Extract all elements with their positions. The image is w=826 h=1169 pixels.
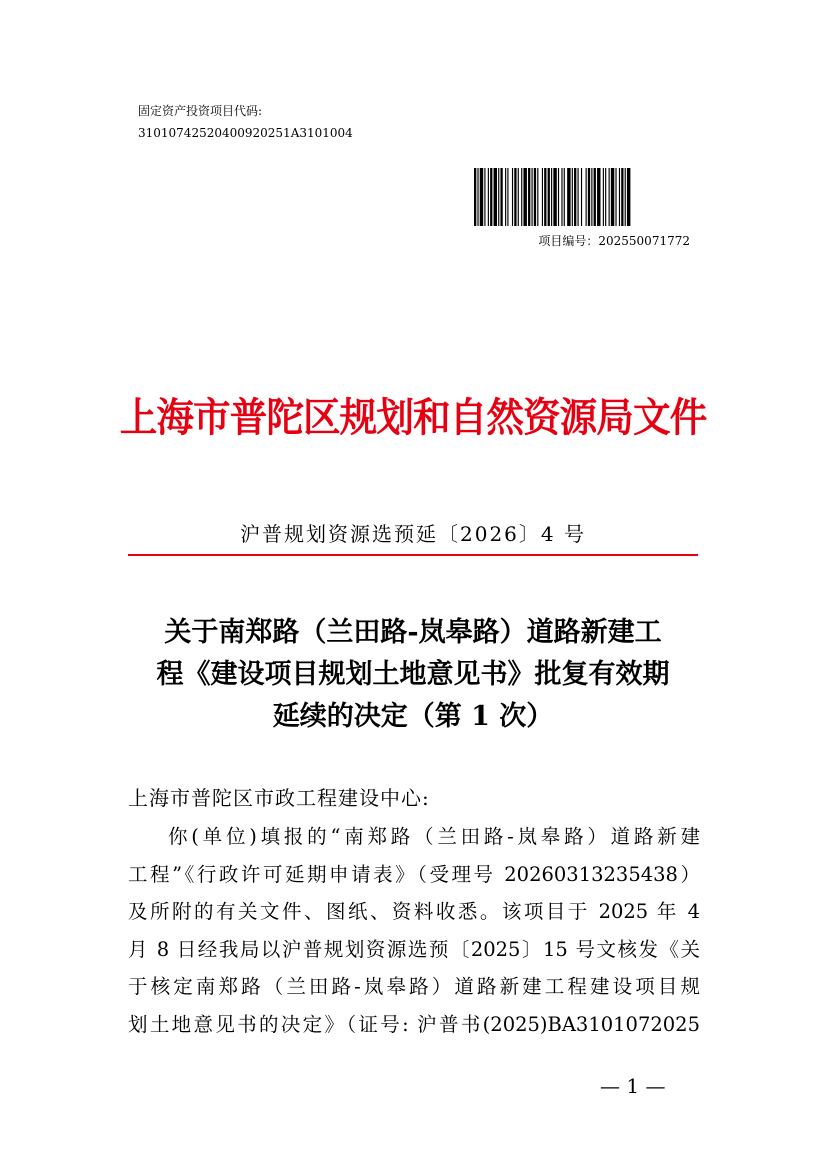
title-line: 程《建设项目规划土地意见书》批复有效期 bbox=[156, 659, 670, 690]
barcode-image bbox=[474, 168, 690, 226]
title-line: 关于南郑路（兰田路-岚皋路）道路新建工 bbox=[164, 617, 662, 648]
document-title bbox=[128, 612, 698, 738]
project-number: 项目编号：202550071772 bbox=[538, 234, 690, 248]
document-number: 沪普规划资源选预延〔2026〕4 号 bbox=[240, 522, 586, 546]
body-line: 划土地意见书的决定》（证号: 沪普书(2025)BA3101072025 bbox=[128, 1012, 700, 1036]
body-line: 月 8 日经我局以沪普规划资源选预〔2025〕15 号文核发《关 bbox=[128, 937, 700, 961]
document-issuer-header: 上海市普陀区规划和自然资源局文件 bbox=[119, 394, 707, 441]
addressee: 上海市普陀区市政工程建设中心: bbox=[128, 786, 430, 810]
body-paragraph bbox=[128, 818, 700, 1043]
page-number: — 1 — bbox=[600, 1074, 666, 1098]
body-line: 工程”《行政许可延期申请表》（受理号 20260313235438） bbox=[128, 862, 700, 886]
body-line: 于核定南郑路（兰田路-岚皋路）道路新建工程建设项目规 bbox=[128, 975, 700, 998]
project-code-value: 31010742520400920251A3101004 bbox=[138, 126, 353, 140]
body-line: 你(单位)填报的“南郑路（兰田路-岚皋路）道路新建 bbox=[168, 825, 700, 848]
project-code-label: 固定资产投资项目代码: bbox=[138, 104, 263, 118]
body-line: 及所附的有关文件、图纸、资料收悉。该项目于 2025 年 4 bbox=[128, 900, 700, 923]
red-divider-line bbox=[128, 554, 698, 556]
title-line: 延续的决定（第 1 次） bbox=[272, 701, 554, 732]
